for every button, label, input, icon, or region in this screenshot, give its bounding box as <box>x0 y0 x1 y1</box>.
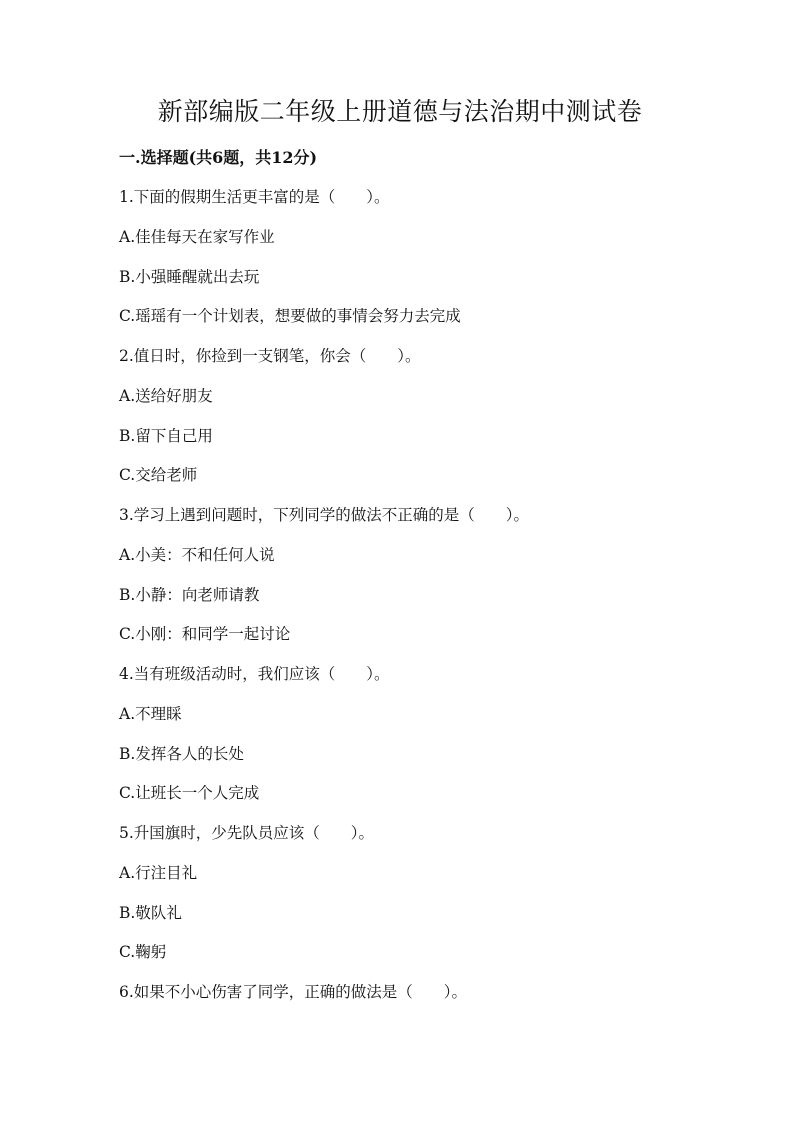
question-option: B.小静：向老师请教 <box>119 586 260 604</box>
question-stem: 1.下面的假期生活更丰富的是（ ）。 <box>119 188 390 206</box>
question-stem: 4.当有班级活动时，我们应该（ ）。 <box>119 665 390 683</box>
page-title: 新部编版二年级上册道德与法治期中测试卷 <box>157 97 643 126</box>
question-stem: 3.学习上遇到问题时，下列同学的做法不正确的是（ ）。 <box>119 506 530 524</box>
question-option: A.送给好朋友 <box>119 387 213 405</box>
question-option: C.让班长一个人完成 <box>119 784 260 802</box>
question-option: B.发挥各人的长处 <box>119 745 244 763</box>
question-option: C.鞠躬 <box>119 943 167 961</box>
question-option: B.小强睡醒就出去玩 <box>119 268 260 286</box>
question-option: A.小美：不和任何人说 <box>119 546 275 564</box>
question-option: B.留下自己用 <box>119 427 213 445</box>
question-stem: 5.升国旗时，少先队员应该（ ）。 <box>119 824 375 842</box>
question-option: A.不理睬 <box>119 705 182 723</box>
section-heading: 一.选择题(共6题，共12分) <box>119 148 318 167</box>
question-option: C.小刚：和同学一起讨论 <box>119 625 291 643</box>
question-option: A.佳佳每天在家写作业 <box>119 228 275 246</box>
question-option: C.瑶瑶有一个计划表，想要做的事情会努力去完成 <box>119 307 461 325</box>
question-stem: 6.如果不小心伤害了同学，正确的做法是（ ）。 <box>119 983 468 1001</box>
question-option: C.交给老师 <box>119 466 198 484</box>
question-option: B.敬队礼 <box>119 904 182 922</box>
question-stem: 2.值日时，你捡到一支钢笔，你会（ ）。 <box>119 347 421 365</box>
question-option: A.行注目礼 <box>119 864 198 882</box>
